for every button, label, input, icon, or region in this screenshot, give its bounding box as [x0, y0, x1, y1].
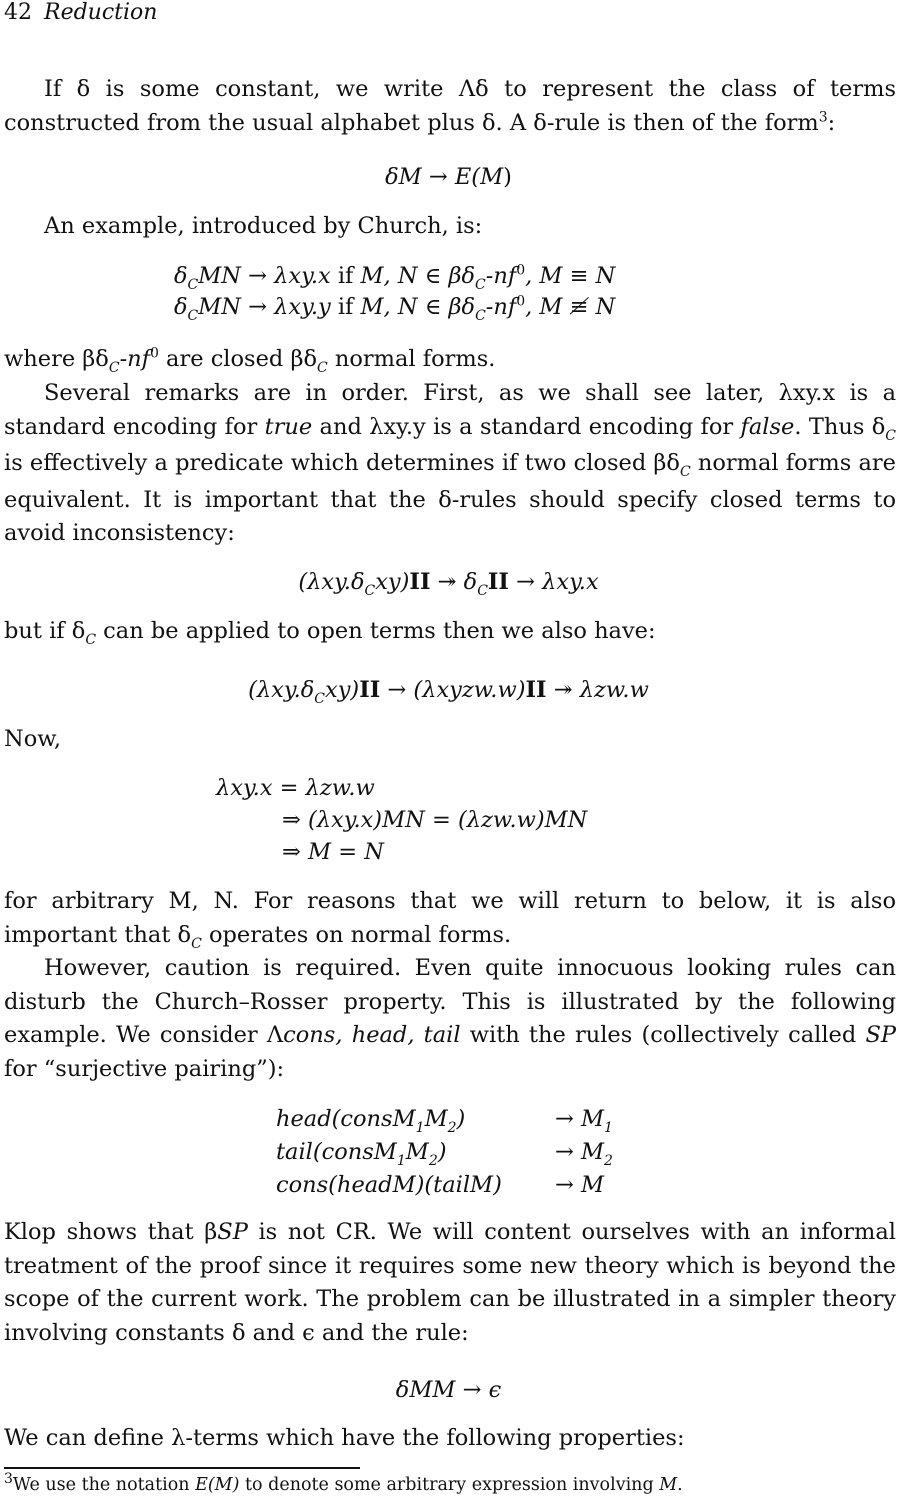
equation-now-line-2: ⇒ (λxy.x)MN = (λzw.w)MN: [282, 807, 588, 833]
footnote: [4, 1471, 683, 1496]
math: xy): [375, 569, 410, 595]
subscript: C: [475, 308, 486, 324]
text: Several remarks are in order. First, as we shall see later, λxy.x is a standard encoding for: [4, 380, 896, 440]
text: can be applied to open terms then we also have:: [96, 618, 656, 644]
text: are closed βδ: [158, 346, 318, 372]
math: MN → λxy.y: [198, 294, 331, 320]
subscript: 2: [447, 1120, 457, 1136]
math: -nf: [485, 263, 517, 289]
math: M: [405, 1139, 429, 1165]
text: but if δ: [4, 618, 86, 644]
emphasis: SP: [865, 1022, 896, 1049]
math: II: [525, 677, 547, 703]
equation-sp-tail-lhs: [276, 1138, 447, 1169]
equation-sp-head-lhs: [276, 1105, 465, 1136]
subscript: C: [364, 583, 376, 599]
equation-sp-cons-rhs: → M: [555, 1172, 605, 1198]
text: normal forms.: [327, 346, 496, 372]
text: operates on normal forms.: [201, 921, 512, 948]
paragraph-where: [4, 343, 896, 380]
text: Klop shows that β: [4, 1219, 218, 1245]
math: E(M): [195, 1475, 240, 1495]
paragraph-arbitrary: [4, 885, 896, 955]
math: (λxy.δ: [298, 569, 365, 595]
equation-sp-tail-rhs: [555, 1138, 613, 1169]
paragraph-delta-constant: [4, 73, 896, 140]
paragraph-define-terms: We can define λ-terms which have the following properties:: [4, 1425, 685, 1451]
subscript: C: [475, 277, 486, 293]
math: if: [330, 263, 361, 289]
footnote-mark: 3: [4, 1471, 13, 1488]
math: δ: [174, 263, 188, 289]
math: M: [659, 1475, 678, 1495]
subscript: 1: [396, 1153, 406, 1169]
paragraph-church-example: An example, introduced by Church, is:: [44, 213, 483, 239]
math: II: [409, 569, 431, 595]
math: → M: [555, 1106, 605, 1132]
text: with the rules (collectively called: [460, 1022, 866, 1049]
text: However, caution is required. Even quite innocuous looking rules can disturb the Church–Rosser property. This is illustrated by the following example. We consider Λ: [4, 955, 896, 1049]
equation-church-rule-1: [174, 262, 615, 293]
equation-delta-rule: [0, 163, 897, 191]
math: → E(M: [421, 164, 504, 190]
math: → M: [555, 1139, 605, 1165]
subscript: C: [187, 277, 199, 293]
subscript: 2: [604, 1153, 613, 1169]
superscript: 0: [516, 293, 526, 310]
text: normal forms are equivalent. It is important that the δ-rules should specify closed terms to avoid inconsistency:: [4, 450, 896, 547]
text: -nf: [119, 346, 150, 372]
math: tail(consM: [276, 1139, 397, 1165]
math: M, N ∈ βδ: [360, 263, 476, 289]
text: where βδ: [4, 346, 109, 372]
equation-church-rule-2: [174, 293, 615, 324]
subscript: C: [885, 427, 896, 444]
math: II: [359, 677, 381, 703]
text: for arbitrary M, N. For reasons that we will return to below, it is also important that δ: [4, 888, 896, 948]
text: . Thus δ: [794, 413, 886, 440]
text: is effectively a predicate which determines if two closed βδ: [4, 450, 680, 477]
subscript: C: [679, 464, 691, 481]
paragraph-klop: [4, 1216, 896, 1350]
math: if: [330, 294, 361, 320]
equation-now-line-3: ⇒ M = N: [282, 839, 384, 865]
text: and λxy.y is a standard encoding for: [312, 413, 741, 440]
math: ): [503, 164, 512, 190]
subscript: C: [85, 632, 97, 648]
math: M, N ∈ βδ: [360, 294, 476, 320]
math: , M ≡ N: [525, 263, 616, 289]
text: .: [677, 1475, 683, 1495]
footnote-rule: [4, 1467, 360, 1469]
text: If δ is some constant, we write Λδ to represent the class of terms constructed from the usual alphabet plus δ. A δ-rule is then of the form: [4, 76, 896, 136]
superscript: 0: [149, 345, 159, 362]
equation-now-line-1: λxy.x = λzw.w: [216, 775, 375, 801]
text: We use the notation: [12, 1475, 196, 1495]
math: ): [437, 1139, 447, 1165]
subscript: 1: [415, 1120, 425, 1136]
text: :: [827, 109, 836, 136]
subscript: 2: [428, 1153, 438, 1169]
equation-sp-cons-lhs: cons(headM)(tailM): [276, 1172, 502, 1198]
math: head(consM: [276, 1106, 416, 1132]
superscript: 0: [516, 262, 526, 279]
equation-open-terms: [0, 676, 897, 707]
paragraph-open-terms: [4, 615, 896, 652]
subscript: C: [477, 583, 488, 599]
paragraph-remarks: [4, 377, 896, 551]
paragraph-now: Now,: [4, 726, 61, 752]
math: , M ≢ N: [525, 294, 616, 320]
text: is not CR. We will content ourselves with an informal treatment of the proof since it requires some new theory which is beyond the scope of the current work. The problem can be illustrated in a simpler theory involving constants δ and ϵ and the rule:: [4, 1219, 896, 1346]
subscript: C: [191, 935, 202, 952]
running-header: [4, 0, 157, 26]
equation-sp-head-rhs: [555, 1105, 613, 1136]
emphasis-false: false: [740, 413, 795, 440]
math: δM: [385, 164, 422, 190]
math: ↠ δ: [430, 569, 478, 595]
equation-closed-terms: [0, 568, 897, 599]
math: ): [456, 1106, 466, 1132]
text: to denote some arbitrary expression involving: [239, 1475, 660, 1495]
math: (λxy.δ: [248, 677, 315, 703]
math: δ: [174, 294, 188, 320]
math: MN → λxy.x: [198, 263, 331, 289]
emphasis-true: true: [264, 413, 313, 440]
subscript: 1: [604, 1120, 613, 1136]
equation-epsilon-rule: δMM → ϵ: [395, 1377, 502, 1403]
math: → (λxyzw.w): [380, 677, 526, 703]
math: -nf: [485, 294, 517, 320]
running-title: Reduction: [44, 0, 158, 25]
subscript: C: [108, 360, 120, 376]
math: xy): [325, 677, 360, 703]
subscript: C: [187, 308, 199, 324]
subscript: C: [317, 360, 328, 376]
footnote-ref: 3: [818, 109, 828, 126]
math: M: [424, 1106, 448, 1132]
math: II: [487, 569, 509, 595]
subscript: C: [314, 691, 326, 707]
math: ↠ λzw.w: [546, 677, 649, 703]
emphasis: cons, head, tail: [283, 1022, 461, 1049]
paragraph-caution: [4, 952, 896, 1086]
page-number: 42: [4, 0, 32, 25]
math: → λxy.x: [508, 569, 599, 595]
emphasis: SP: [217, 1219, 248, 1245]
text: for “surjective pairing”):: [4, 1055, 285, 1082]
